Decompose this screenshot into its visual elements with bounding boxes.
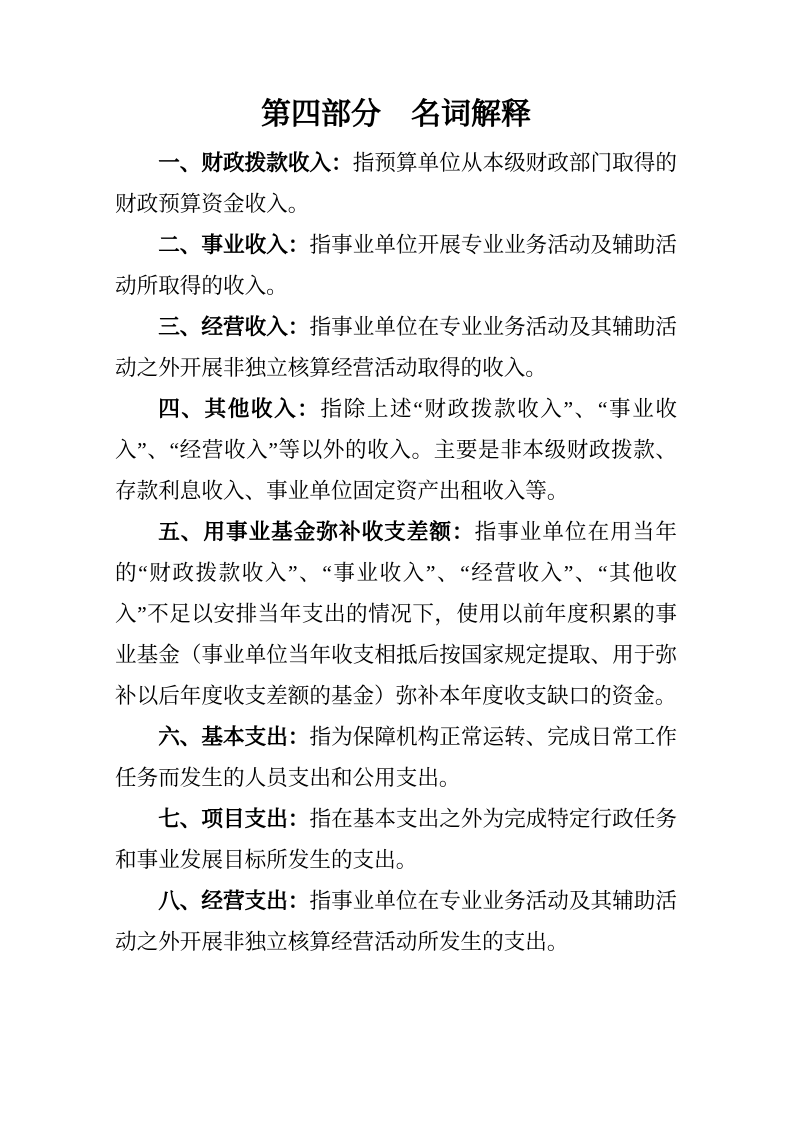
term-definition-8: 指事业单位在专业业务活动及其辅助活动之外开展非独立核算经营活动所发生的支出。 [115,889,677,954]
term-definition-3: 指事业单位在专业业务活动及其辅助活动之外开展非独立核算经营活动取得的收入。 [115,315,677,380]
term-label-2: 二、事业收入： [158,233,310,257]
term-definition-6: 指为保障机构正常运转、完成日常工作任务而发生的人员支出和公用支出。 [115,725,677,790]
term-paragraph-6 [115,717,677,799]
term-definition-1: 指预算单位从本级财政部门取得的财政预算资金收入。 [115,151,677,216]
term-paragraph-4 [115,389,677,512]
term-label-7: 七、项目支出： [158,807,310,831]
term-paragraph-7 [115,799,677,881]
term-paragraph-5 [115,512,677,717]
term-label-5: 五、用事业基金弥补收支差额： [158,520,475,544]
page-title: 第四部分 名词解释 [261,98,531,131]
term-paragraph-1 [115,143,677,225]
term-paragraph-3 [115,307,677,389]
term-label-4: 四、其他收入： [158,397,321,421]
term-paragraph-8 [115,881,677,963]
term-definition-2: 指事业单位开展专业业务活动及辅助活动所取得的收入。 [115,233,677,298]
term-label-6: 六、基本支出： [158,725,310,749]
term-label-8: 八、经营支出： [158,889,310,913]
term-definition-4: 指除上述“财政拨款收入”、“事业收入”、“经营收入”等以外的收入。主要是非本级财政拨款、存款利息收入、事业单位固定资产出租收入等。 [115,397,677,503]
term-label-1: 一、财政拨款收入： [158,151,353,175]
term-label-3: 三、经营收入： [158,315,310,339]
term-definition-7: 指在基本支出之外为完成特定行政任务和事业发展目标所发生的支出。 [115,807,677,872]
term-paragraph-2 [115,225,677,307]
term-definition-5: 指事业单位在用当年的“财政拨款收入”、“事业收入”、“经营收入”、“其他收入”不足以安排当年支出的情况下，使用以前年度积累的事业基金（事业单位当年收支相抵后按国家规定提取、用于弥补以后年度收支差额的基金）弥补本年度收支缺口的资金。 [115,520,677,708]
